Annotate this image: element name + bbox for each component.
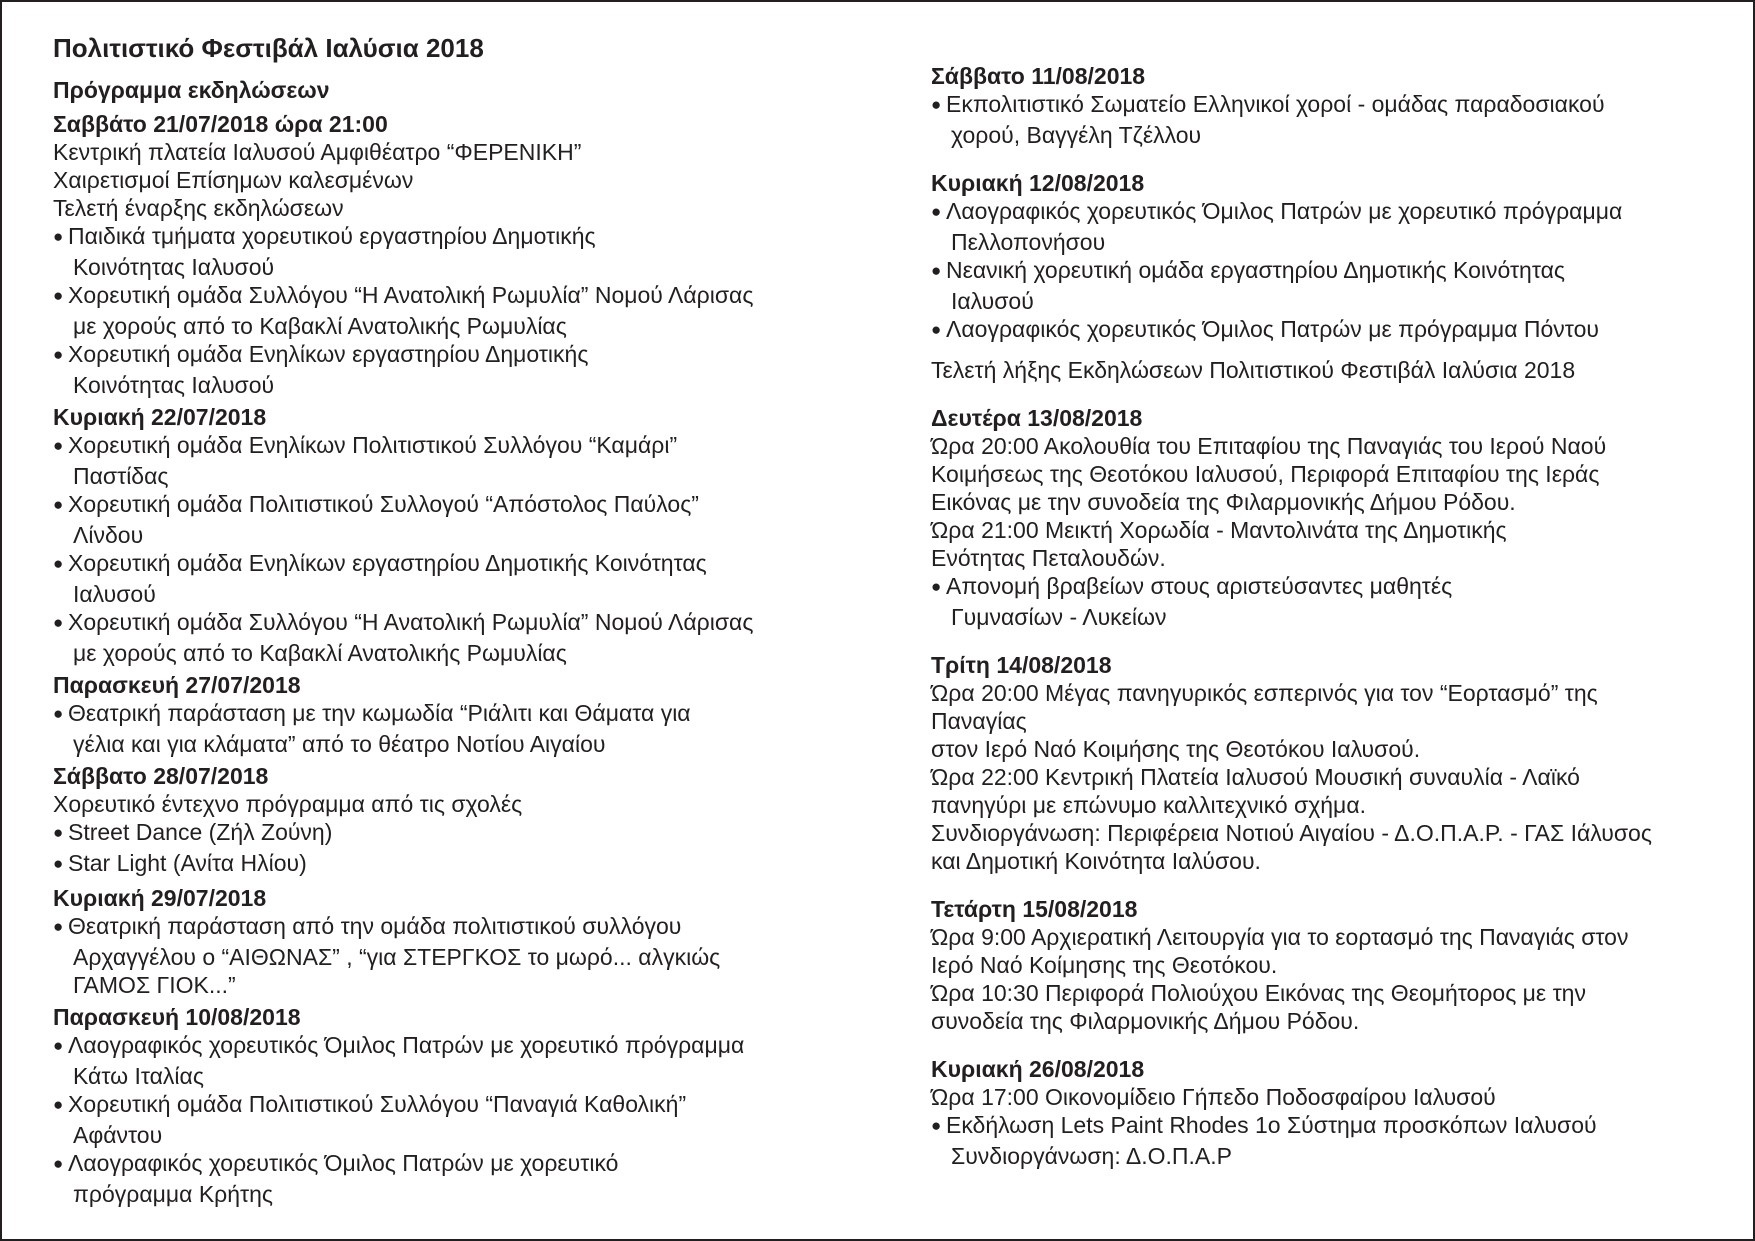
event-day-section: [931, 404, 1731, 631]
event-detail-line: Παναγίας: [931, 708, 1027, 734]
page-subtitle: Πρόγραμμα εκδηλώσεων: [53, 77, 330, 103]
event-detail-line: Ενότητας Πεταλουδών.: [931, 545, 1166, 571]
event-bullet-item: ● Νεανική χορευτική ομάδα εργαστηρίου Δημοτικής Κοινότητας Ιαλυσού: [931, 256, 1731, 315]
closing-ceremony-line: Τελετή λήξης Εκδηλώσεων Πολιτιστικού Φεστιβάλ Ιαλύσια 2018: [931, 357, 1576, 383]
event-day-heading: Κυριακή 22/07/2018: [53, 404, 267, 430]
event-detail-line: και Δημοτική Κοινότητα Ιαλύσου.: [931, 848, 1261, 874]
event-day-heading: Σάββατο 28/07/2018: [53, 763, 269, 789]
event-day-section: [931, 1055, 1731, 1170]
event-detail-line: Ώρα 21:00 Μεικτή Χορωδία - Μαντολινάτα της Δημοτικής: [931, 517, 1507, 543]
event-day-section: [53, 762, 853, 880]
event-bullet-item: ● Star Light (Ανίτα Ηλίου): [53, 849, 853, 880]
event-detail-line: Τελετή έναρξης εκδηλώσεων: [53, 195, 344, 221]
event-detail-line: Κεντρική πλατεία Ιαλυσού Αμφιθέατρο “ΦΕΡΕΝΙΚΗ”: [53, 139, 582, 165]
event-bullet-item: ● Χορευτική ομάδα Ενηλίκων εργαστηρίου Δημοτικής Κοινότητας Ιαλυσού: [53, 340, 853, 399]
right-column: [931, 62, 1731, 1190]
event-bullet-item: ● Εκδήλωση Lets Paint Rhodes 1ο Σύστημα προσκόπων Ιαλυσού Συνδιοργάνωση: Δ.Ο.Π.Α.Ρ: [931, 1111, 1731, 1170]
event-day-heading: Παρασκευή 27/07/2018: [53, 672, 301, 698]
event-detail-line: Ώρα 17:00 Οικονομίδειο Γήπεδο Ποδοσφαίρου Ιαλυσού: [931, 1084, 1496, 1110]
event-detail-line: Ώρα 9:00 Αρχιερατική Λειτουργία για το εορτασμό της Παναγιάς στον: [931, 924, 1629, 950]
event-day-section: [53, 884, 853, 999]
event-detail-line: Χορευτικό έντεχνο πρόγραμμα από τις σχολές: [53, 791, 523, 817]
event-bullet-item: ● Εκπολιτιστικό Σωματείο Ελληνικοί χοροί - ομάδας παραδοσιακού χορού, Βαγγέλη Τζέλλου: [931, 90, 1731, 149]
event-bullet-item: ● Χορευτική ομάδα Πολιτιστικού Συλλόγου “Παναγιά Καθολική” Αφάντου: [53, 1090, 853, 1149]
event-bullet-item: ● Χορευτική ομάδα Συλλόγου “Η Ανατολική Ρωμυλία” Νομού Λάρισας με χορούς από το Καβακλί Ανατολικής Ρωμυλίας: [53, 608, 853, 667]
event-detail-line: Ώρα 20:00 Ακολουθία του Επιταφίου της Παναγιάς του Ιερού Ναού: [931, 433, 1607, 459]
left-column: [53, 32, 853, 1212]
event-day-heading: Σαββάτο 21/07/2018 ώρα 21:00: [53, 111, 388, 137]
event-detail-line: Ώρα 22:00 Κεντρική Πλατεία Ιαλυσού Μουσική συναυλία - Λαϊκό: [931, 764, 1580, 790]
event-detail-line: Ώρα 10:30 Περιφορά Πολιούχου Εικόνας της Θεομήτορος με την: [931, 980, 1586, 1006]
event-bullet-item: ● Street Dance (Ζήλ Ζούνη): [53, 818, 853, 849]
event-detail-line: Ιερό Ναό Κοίμησης της Θεοτόκου.: [931, 952, 1278, 978]
event-bullet-item: ● Λαογραφικός χορευτικός Όμιλος Πατρών με πρόγραμμα Πόντου: [931, 315, 1731, 346]
event-day-section: [931, 895, 1731, 1035]
event-detail-line: Εικόνας με την συνοδεία της Φιλαρμονικής Δήμου Ρόδου.: [931, 489, 1516, 515]
event-day-heading: Παρασκευή 10/08/2018: [53, 1004, 301, 1030]
event-day-heading: Τετάρτη 15/08/2018: [931, 896, 1138, 922]
page-title: Πολιτιστικό Φεστιβάλ Ιαλύσια 2018: [53, 33, 484, 63]
event-day-section: [931, 169, 1731, 384]
event-detail-line: συνοδεία της Φιλαρμονικής Δήμου Ρόδου.: [931, 1008, 1360, 1034]
event-detail-line: στον Ιερό Ναό Κοιμήσης της Θεοτόκου Ιαλυσού.: [931, 736, 1421, 762]
event-bullet-item: ● Θεατρική παράσταση από την ομάδα πολιτιστικού συλλόγου Αρχαγγέλου ο “ΑΙΘΩΝΑΣ” , “για ΣΤΕΡΓΚΟΣ το μωρό... αλγκιώς ΓΑΜΟΣ ΓΙΟΚ...”: [53, 912, 853, 999]
event-day-heading: Κυριακή 12/08/2018: [931, 170, 1145, 196]
event-bullet-item: ● Λαογραφικός χορευτικός Όμιλος Πατρών με χορευτικό πρόγραμμα Πελλοπονήσου: [931, 197, 1731, 256]
event-day-section: [53, 403, 853, 667]
event-bullet-item: ● Θεατρική παράσταση με την κωμωδία “Ριάλιτι και Θάματα για γέλια και για κλάματα” από το θέατρο Νοτίου Αιγαίου: [53, 699, 853, 758]
event-day-heading: Κυριακή 26/08/2018: [931, 1056, 1145, 1082]
event-bullet-item: ● Λαογραφικός χορευτικός Όμιλος Πατρών με χορευτικό πρόγραμμα Κρήτης: [53, 1149, 853, 1208]
event-bullet-item: ● Χορευτική ομάδα Πολιτιστικού Συλλογού “Απόστολος Παύλος” Λίνδου: [53, 490, 853, 549]
event-day-section: [53, 110, 853, 399]
event-day-section: [53, 1003, 853, 1208]
event-bullet-item: ● Παιδικά τμήματα χορευτικού εργαστηρίου Δημοτικής Κοινότητας Ιαλυσού: [53, 222, 853, 281]
event-detail-line: Κοιμήσεως της Θεοτόκου Ιαλυσού, Περιφορά Επιταφίου της Ιεράς: [931, 461, 1600, 487]
event-bullet-item: ● Απονομή βραβείων στους αριστεύσαντες μαθητές Γυμνασίων - Λυκείων: [931, 572, 1731, 631]
event-day-heading: Σάββατο 11/08/2018: [931, 63, 1146, 89]
event-detail-line: πανηγύρι με επώνυμο καλλιτεχνικό σχήμα.: [931, 792, 1367, 818]
event-bullet-item: ● Λαογραφικός χορευτικός Όμιλος Πατρών με χορευτικό πρόγραμμα Κάτω Ιταλίας: [53, 1031, 853, 1090]
event-day-section: [931, 651, 1731, 875]
event-day-section: [53, 671, 853, 758]
event-day-heading: Δευτέρα 13/08/2018: [931, 405, 1143, 431]
event-bullet-item: ● Χορευτική ομάδα Ενηλίκων Πολιτιστικού Συλλόγου “Καμάρι” Παστίδας: [53, 431, 853, 490]
event-bullet-item: ● Χορευτική ομάδα Ενηλίκων εργαστηρίου Δημοτικής Κοινότητας Ιαλυσού: [53, 549, 853, 608]
event-bullet-item: ● Χορευτική ομάδα Συλλόγου “Η Ανατολική Ρωμυλία” Νομού Λάρισας με χορούς από το Καβακλί Ανατολικής Ρωμυλίας: [53, 281, 853, 340]
event-detail-line: Ώρα 20:00 Μέγας πανηγυρικός εσπερινός για τον “Εορτασμό” της: [931, 680, 1598, 706]
event-day-section: [931, 62, 1731, 149]
event-detail-line: Συνδιοργάνωση: Περιφέρεια Νοτιού Αιγαίου - Δ.Ο.Π.Α.Ρ. - ΓΑΣ Ιάλυσος: [931, 820, 1652, 846]
event-detail-line: Χαιρετισμοί Επίσημων καλεσμένων: [53, 167, 414, 193]
event-day-heading: Κυριακή 29/07/2018: [53, 885, 267, 911]
event-day-heading: Τρίτη 14/08/2018: [931, 652, 1112, 678]
